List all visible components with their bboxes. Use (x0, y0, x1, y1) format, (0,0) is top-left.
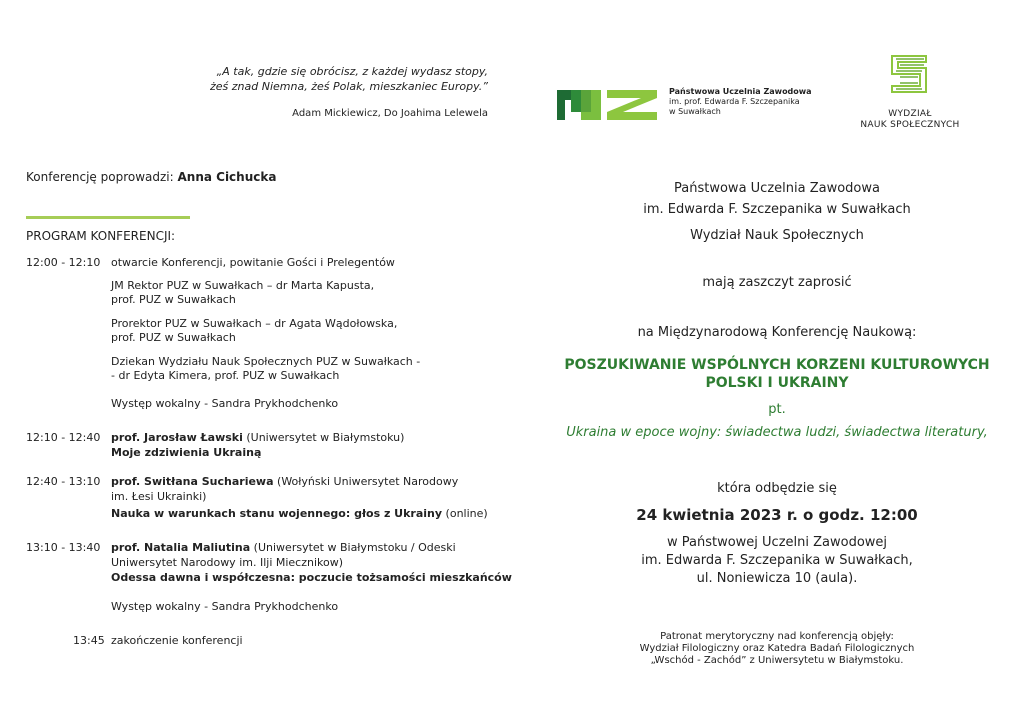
organizer-line: Państwowa Uczelnia Zawodowa (674, 181, 880, 196)
speaker-affiliation: (Wołyński Uniwersytet Narodowy (273, 475, 459, 488)
patronage-line: „Wschód - Zachód” z Uniwersytetu w Białymstoku. (650, 655, 904, 666)
program-title: PROGRAM KONFERENCJI: (26, 229, 176, 243)
program-line: Uniwersytet Narodowy im. Ilji Miecznikow) (111, 556, 344, 569)
moderator (26, 170, 276, 184)
puz-name-line: w Suwałkach (669, 107, 721, 116)
organizer-line: Wydział Nauk Społecznych (690, 228, 864, 243)
program-line: Prorektor PUZ w Suwałkach – dr Agata Wądołowska, (111, 317, 398, 330)
puz-name-line: im. prof. Edwarda F. Szczepanika (669, 97, 800, 106)
program-line: prof. PUZ w Suwałkach (111, 331, 236, 344)
talk-title: Moje zdziwienia Ukrainą (111, 446, 262, 459)
program-line: im. Łesi Ukrainki) (111, 490, 207, 503)
conference-title: POSZUKIWANIE WSPÓLNYCH KORZENI KULTUROWYCH (564, 357, 990, 373)
faculty-line: NAUK SPOŁECZNYCH (860, 120, 960, 130)
speaker-affiliation: (Uniwersytet w Białymstoku) (242, 431, 405, 444)
speaker-name: prof. Switłana Suchariewa (111, 475, 274, 488)
puz-logo-text (669, 87, 812, 117)
program-line: Występ wokalny - Sandra Prykhodchenko (111, 397, 339, 410)
invite-phrase: mają zaszczyt zaprosić (702, 275, 852, 290)
program-line (111, 431, 404, 445)
program-line: otwarcie Konferencji, powitanie Gości i Prelegentów (111, 256, 395, 269)
program-time: 12:40 - 13:10 (26, 475, 101, 488)
talk-note: (online) (442, 507, 488, 520)
conference-subtitle: Ukraina w epoce wojny: świadectwa ludzi, świadectwa literatury, (566, 425, 988, 440)
speaker-affiliation: (Uniwersytet w Białymstoku / Odeski (250, 541, 456, 554)
moderator-name: Anna Cichucka (177, 170, 277, 184)
event-date: 24 kwietnia 2023 r. o godz. 12:00 (636, 506, 918, 524)
quote-line: „A tak, gdzie się obrócisz, z każdej wydasz stopy, (216, 65, 488, 78)
program-time: 12:10 - 12:40 (26, 431, 101, 444)
epigraph-quote (150, 64, 488, 121)
faculty-logo-text (846, 109, 974, 131)
puz-name-line: Państwowa Uczelnia Zawodowa (669, 87, 812, 96)
program-line: JM Rektor PUZ w Suwałkach – dr Marta Kapusta, (111, 279, 375, 292)
patronage-line: Patronat merytoryczny nad konferencją objęły: (660, 631, 894, 642)
moderator-label: Konferencję poprowadzi: (26, 170, 178, 184)
program-line (111, 475, 458, 489)
program-line (111, 541, 456, 555)
program-line (111, 446, 261, 460)
event-place: im. Edwarda F. Szczepanika w Suwałkach, (641, 553, 913, 568)
faculty-line: WYDZIAŁ (888, 109, 932, 119)
program-line: zakończenie konferencji (111, 634, 243, 647)
program-time: 12:00 - 12:10 (26, 256, 101, 269)
patronage-line: Wydział Filologiczny oraz Katedra Badań Filologicznych (639, 643, 915, 654)
event-place: ul. Noniewicza 10 (aula). (696, 571, 858, 586)
program-time: 13:45 (73, 634, 105, 647)
program-line: prof. PUZ w Suwałkach (111, 293, 236, 306)
program-line: Występ wokalny - Sandra Prykhodchenko (111, 600, 339, 613)
program-line (111, 507, 488, 521)
quote-line: żeś znad Niemna, żeś Polak, mieszkaniec Europy.” (209, 80, 488, 93)
organizer-line: im. Edwarda F. Szczepanika w Suwałkach (643, 202, 911, 217)
puz-logo-mark (557, 86, 661, 122)
speaker-name: prof. Natalia Maliutina (111, 541, 251, 554)
program-line: - dr Edyta Kimera, prof. PUZ w Suwałkach (111, 369, 340, 382)
speaker-name: prof. Jarosław Ławski (111, 431, 243, 444)
conference-title: POLSKI I UKRAINY (705, 375, 849, 391)
event-intro: która odbędzie się (717, 481, 837, 496)
talk-title: Odessa dawna i współczesna: poczucie tożsamości mieszkańców (111, 571, 512, 584)
quote-author: Adam Mickiewicz, Do Joahima Lelewela (292, 108, 488, 119)
event-place: w Państwowej Uczelni Zawodowej (666, 535, 888, 550)
program-line (111, 571, 512, 585)
conference-pt: pt. (768, 402, 786, 417)
program-time: 13:10 - 13:40 (26, 541, 101, 554)
talk-title: Nauka w warunkach stanu wojennego: głos z Ukrainy (111, 507, 443, 520)
program-line: Dziekan Wydziału Nauk Społecznych PUZ w Suwałkach - (111, 355, 421, 368)
faculty-logo-mark (886, 52, 932, 98)
divider (26, 216, 190, 219)
invite-phrase: na Międzynarodową Konferencję Naukową: (637, 325, 917, 340)
